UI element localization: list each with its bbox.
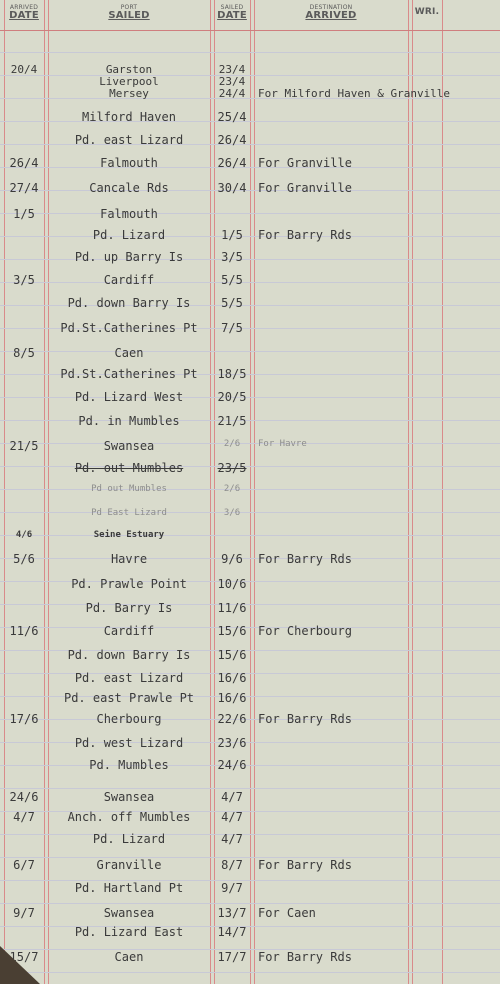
destination: For Granville — [258, 181, 352, 195]
ledger-row — [0, 881, 500, 899]
ledger-row — [0, 691, 500, 709]
sailed-date: 16/6 — [217, 691, 247, 705]
ledger-row — [0, 390, 500, 408]
ledger-row — [0, 671, 500, 689]
ledger-row — [0, 832, 500, 850]
ruled-line — [0, 52, 500, 53]
destination: For Barry Rds — [258, 950, 352, 964]
sailed-date: 9/6 — [221, 552, 243, 566]
port-name: Falmouth — [100, 207, 158, 221]
header-destination-top: DESTINATION — [309, 4, 353, 11]
sailed-date: 5/5 — [221, 273, 243, 287]
port-name: Pd. in Mumbles — [78, 414, 180, 428]
ledger-row — [0, 624, 500, 642]
port-name: Swansea — [103, 790, 155, 804]
ledger-row — [0, 461, 500, 479]
ledger-row — [0, 367, 500, 385]
port-name: Pd. east Prawle Pt — [63, 691, 195, 705]
ledger-row — [0, 88, 500, 106]
port-name: Swansea — [103, 906, 155, 920]
sailed-date: 16/6 — [217, 671, 247, 685]
sailed-date: 30/4 — [217, 181, 247, 195]
port-name: Granville — [96, 858, 162, 872]
ledger-row — [0, 906, 500, 924]
ledger-row — [0, 712, 500, 730]
arrived-date: 6/7 — [13, 858, 35, 872]
port-name: Pd. Prawle Point — [71, 577, 187, 591]
destination: For Caen — [258, 906, 316, 920]
port-name: Cherbourg — [96, 712, 162, 726]
sailed-date: 15/6 — [217, 624, 247, 638]
destination: For Cherbourg — [258, 624, 352, 638]
torn-corner — [0, 946, 40, 984]
port-name: Pd.St.Catherines Pt — [60, 321, 198, 335]
port-name: Pd. Lizard East — [74, 925, 184, 939]
ledger-row — [0, 273, 500, 291]
ledger-row — [0, 110, 500, 128]
header-sailed — [214, 4, 250, 20]
port-name: Pd. out Mumbles — [74, 461, 184, 475]
destination: For Barry Rds — [258, 228, 352, 242]
ledger-row — [0, 577, 500, 595]
sailed-date: 2/6 — [223, 439, 241, 449]
port-name: Pd.St.Catherines Pt — [60, 367, 198, 381]
header-arrived-top: ARRIVED — [9, 4, 39, 11]
arrived-date: 15/7 — [9, 950, 39, 964]
arrived-date: 26/4 — [9, 156, 39, 170]
arrived-date: 3/5 — [13, 273, 35, 287]
arrived-date: 8/5 — [13, 346, 35, 360]
port-name: Cancale Rds — [89, 181, 169, 195]
sailed-date: 2/6 — [223, 484, 241, 494]
arrived-date: 21/5 — [9, 439, 39, 453]
sailed-date: 23/6 — [217, 736, 247, 750]
header-port-main: SAILED — [108, 10, 150, 21]
ledger-row — [0, 758, 500, 776]
port-name: Pd East Lizard — [91, 508, 167, 518]
header-sailed-main: DATE — [217, 10, 247, 21]
port-name: Pd. Lizard — [92, 832, 166, 846]
port-name: Cardiff — [103, 273, 155, 287]
sailed-date: 26/4 — [217, 133, 247, 147]
port-name: Liverpool — [99, 75, 159, 88]
destination: For Barry Rds — [258, 858, 352, 872]
ruled-line — [0, 972, 500, 973]
ledger-row — [0, 321, 500, 339]
sailed-date: 23/4 — [218, 63, 246, 76]
header-destination — [254, 4, 408, 20]
arrived-date: 1/5 — [13, 207, 35, 221]
ledger-row — [0, 296, 500, 314]
ledger-row — [0, 414, 500, 432]
header-port-top: PORT — [120, 4, 138, 11]
sailed-date: 15/6 — [217, 648, 247, 662]
sailed-date: 3/5 — [221, 250, 243, 264]
port-name: Pd. down Barry Is — [67, 648, 191, 662]
sailed-date: 25/4 — [217, 110, 247, 124]
header-arrived — [4, 4, 44, 20]
ledger-row — [0, 439, 500, 457]
port-name: Pd. Hartland Pt — [74, 881, 184, 895]
ledger-row — [0, 925, 500, 943]
sailed-date: 23/4 — [218, 75, 246, 88]
sailed-date: 5/5 — [221, 296, 243, 310]
arrived-date: 24/6 — [9, 790, 39, 804]
arrived-date: 9/7 — [13, 906, 35, 920]
sailed-date: 20/5 — [217, 390, 247, 404]
ledger-row — [0, 648, 500, 666]
header-wri: WRI. — [414, 7, 440, 17]
port-name: Anch. off Mumbles — [67, 810, 191, 824]
ledger-row — [0, 181, 500, 199]
arrived-date: 17/6 — [9, 712, 39, 726]
arrived-date: 4/6 — [15, 530, 33, 540]
port-name: Pd. west Lizard — [74, 736, 184, 750]
ledger-row — [0, 133, 500, 151]
sailed-date: 24/6 — [217, 758, 247, 772]
header-destination-main: ARRIVED — [305, 10, 357, 21]
sailed-date: 10/6 — [217, 577, 247, 591]
header-rule — [0, 30, 500, 31]
ledger-row — [0, 530, 500, 548]
port-name: Pd. east Lizard — [74, 133, 184, 147]
ledger-row — [0, 484, 500, 502]
sailed-date: 4/7 — [221, 790, 243, 804]
port-name: Cardiff — [103, 624, 155, 638]
port-name: Pd. Lizard West — [74, 390, 184, 404]
sailed-date: 1/5 — [221, 228, 243, 242]
arrived-date: 4/7 — [13, 810, 35, 824]
sailed-date: 14/7 — [217, 925, 247, 939]
header-sailed-top: SAILED — [220, 4, 244, 11]
sailed-date: 22/6 — [217, 712, 247, 726]
port-name: Pd. Barry Is — [85, 601, 173, 615]
sailed-date: 26/4 — [217, 156, 247, 170]
arrived-date: 27/4 — [9, 181, 39, 195]
port-name: Havre — [110, 552, 148, 566]
ledger-row — [0, 207, 500, 225]
ledger-row — [0, 736, 500, 754]
port-name: Garston — [105, 63, 153, 76]
destination: For Milford Haven & Granville — [258, 87, 451, 100]
port-name: Pd. up Barry Is — [74, 250, 184, 264]
arrived-date: 20/4 — [10, 63, 38, 76]
sailed-date: 18/5 — [217, 367, 247, 381]
port-name: Swansea — [103, 439, 155, 453]
sailed-date: 13/7 — [217, 906, 247, 920]
port-name: Pd out Mumbles — [91, 484, 167, 494]
ledger-row — [0, 250, 500, 268]
port-name: Pd. Mumbles — [89, 758, 169, 772]
ledger-row — [0, 858, 500, 876]
port-name: Pd. Lizard — [92, 228, 166, 242]
ledger-row — [0, 228, 500, 246]
ledger-row — [0, 601, 500, 619]
port-name: Caen — [114, 950, 144, 964]
arrived-date: 5/6 — [13, 552, 35, 566]
arrived-date: 11/6 — [9, 624, 39, 638]
port-name: Pd. down Barry Is — [67, 296, 191, 310]
ledger-row — [0, 790, 500, 808]
header-arrived-main: DATE — [9, 10, 39, 21]
sailed-date: 3/6 — [223, 508, 241, 518]
port-name: Caen — [114, 346, 144, 360]
port-name: Milford Haven — [82, 110, 176, 124]
ledger-row — [0, 156, 500, 174]
ledger-row — [0, 552, 500, 570]
ledger-row — [0, 508, 500, 526]
destination: For Barry Rds — [258, 712, 352, 726]
sailed-date: 11/6 — [217, 601, 247, 615]
sailed-date: 21/5 — [217, 414, 247, 428]
sailed-date: 9/7 — [221, 881, 243, 895]
destination: For Havre — [258, 439, 307, 449]
ledger-row — [0, 950, 500, 968]
port-name: Pd. east Lizard — [74, 671, 184, 685]
port-name: Mersey — [109, 87, 149, 100]
ledger-row — [0, 346, 500, 364]
ruled-line — [0, 903, 500, 904]
sailed-date: 17/7 — [217, 950, 247, 964]
port-name: Seine Estuary — [93, 530, 165, 540]
ruled-line — [0, 788, 500, 789]
sailed-date: 7/5 — [221, 321, 243, 335]
port-name: Falmouth — [100, 156, 158, 170]
sailed-date: 8/7 — [221, 858, 243, 872]
sailed-date: 4/7 — [221, 810, 243, 824]
destination: For Granville — [258, 156, 352, 170]
sailed-date: 24/4 — [218, 87, 246, 100]
destination: For Barry Rds — [258, 552, 352, 566]
sailed-date: 4/7 — [221, 832, 243, 846]
ledger-row — [0, 810, 500, 828]
header-port — [48, 4, 210, 20]
sailed-date: 23/5 — [217, 461, 247, 475]
